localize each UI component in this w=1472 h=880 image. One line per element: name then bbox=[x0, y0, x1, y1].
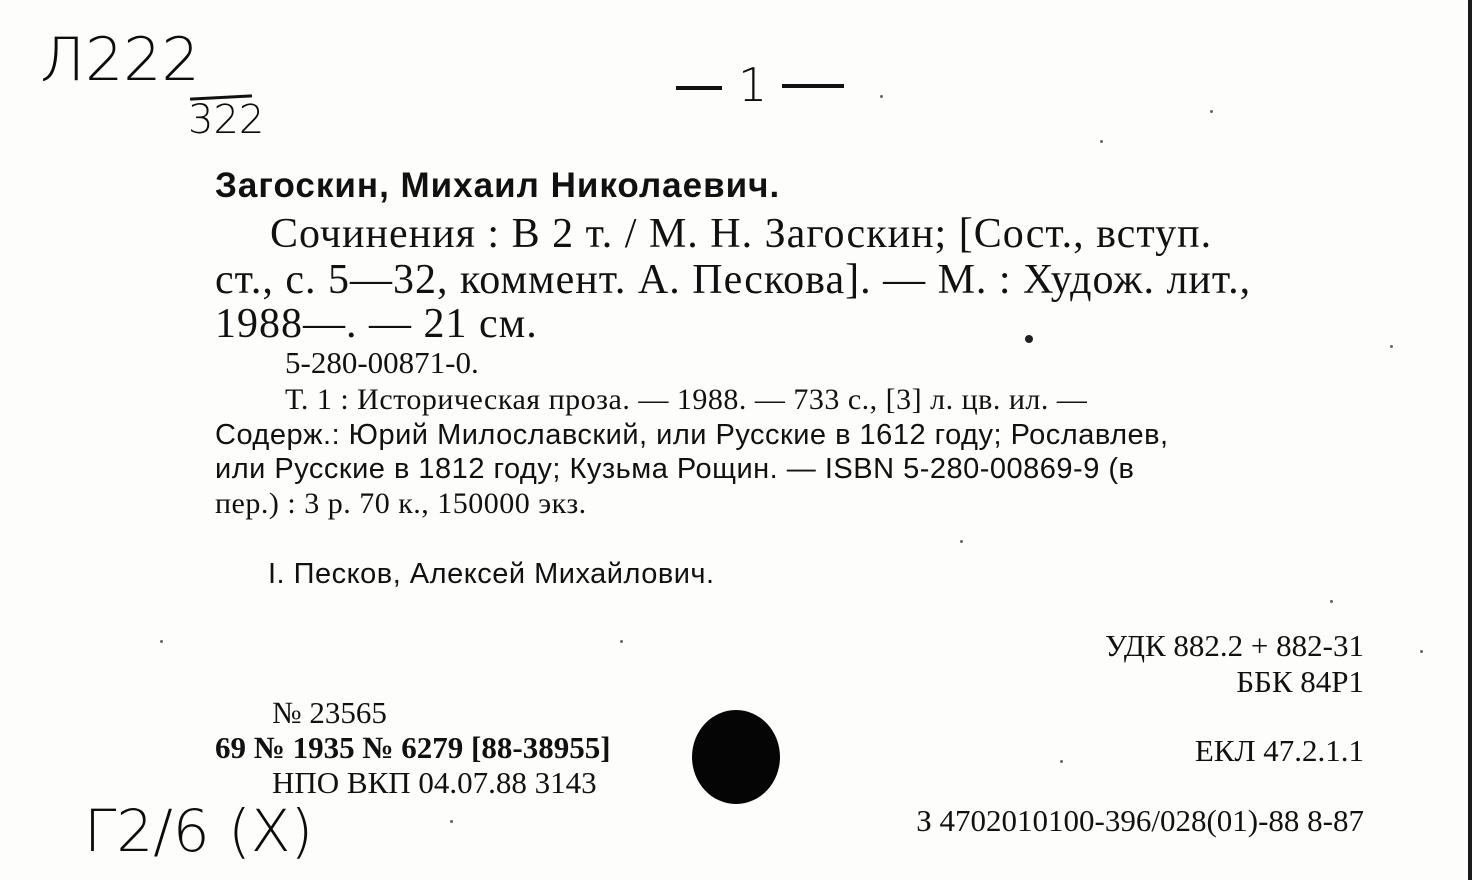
top-dash-right bbox=[782, 84, 844, 88]
card-heading-author: Загоскин, Михаил Николаевич. bbox=[215, 166, 781, 205]
added-entry: I. Песков, Алексей Михайлович. bbox=[268, 558, 715, 590]
volume-line-4: пер.) : 3 р. 70 к., 150000 экз. bbox=[215, 487, 587, 520]
scan-speck bbox=[1060, 760, 1063, 763]
ekl-code: ЕКЛ 47.2.1.1 bbox=[1194, 733, 1364, 768]
scan-speck bbox=[880, 95, 883, 98]
shelfmark-fraction-denominator: 322 bbox=[188, 97, 265, 143]
volume-line-3: или Русские в 1812 году; Кузьма Рощин. — ISBN 5-280-00869-9 (в bbox=[215, 453, 1135, 485]
description-line-2: ст., с. 5—32, коммент. А. Пескова]. — М. : Худож. лит., bbox=[215, 257, 1252, 303]
order-number: № 23565 bbox=[272, 695, 387, 730]
scan-speck bbox=[1210, 110, 1213, 113]
order-line-2: 69 № 1935 № 6279 [88-38955] bbox=[215, 730, 611, 765]
description-line-1: Сочинения : В 2 т. / М. Н. Загоскин; [Сост., вступ. bbox=[270, 211, 1213, 257]
scan-speck bbox=[1330, 600, 1333, 603]
scan-speck bbox=[620, 640, 623, 643]
top-number-mark: 1 bbox=[738, 58, 768, 112]
order-line-3: НПО ВКП 04.07.88 3143 bbox=[272, 765, 597, 800]
scan-speck bbox=[960, 540, 963, 543]
scan-speck bbox=[1100, 140, 1103, 143]
description-line-3: 1988—. — 21 см. bbox=[215, 301, 538, 347]
scan-speck bbox=[1025, 335, 1033, 343]
top-dash-left bbox=[676, 86, 722, 90]
bbk-code: ББК 84Р1 bbox=[1236, 664, 1364, 699]
punch-hole bbox=[692, 710, 780, 804]
shelfmark-handwritten bbox=[40, 25, 200, 95]
scan-speck bbox=[450, 820, 453, 823]
bottom-code: З 4702010100-396/028(01)-88 8-87 bbox=[916, 803, 1364, 838]
scan-speck bbox=[1390, 345, 1393, 348]
scan-speck bbox=[1420, 650, 1423, 653]
volume-line-1: Т. 1 : Историческая проза. — 1988. — 733 с., [3] л. цв. ил. — bbox=[285, 383, 1088, 416]
isbn-set: 5-280-00871-0. bbox=[285, 345, 479, 380]
shelfmark-main: Л222 bbox=[40, 25, 200, 95]
handwritten-location: Г2/6 (Х) bbox=[84, 797, 314, 865]
scan-speck bbox=[160, 640, 163, 643]
volume-line-2: Содерж.: Юрий Милославский, или Русские в 1612 году; Рославлев, bbox=[215, 419, 1169, 451]
udk-code: УДК 882.2 + 882-31 bbox=[1105, 628, 1364, 663]
